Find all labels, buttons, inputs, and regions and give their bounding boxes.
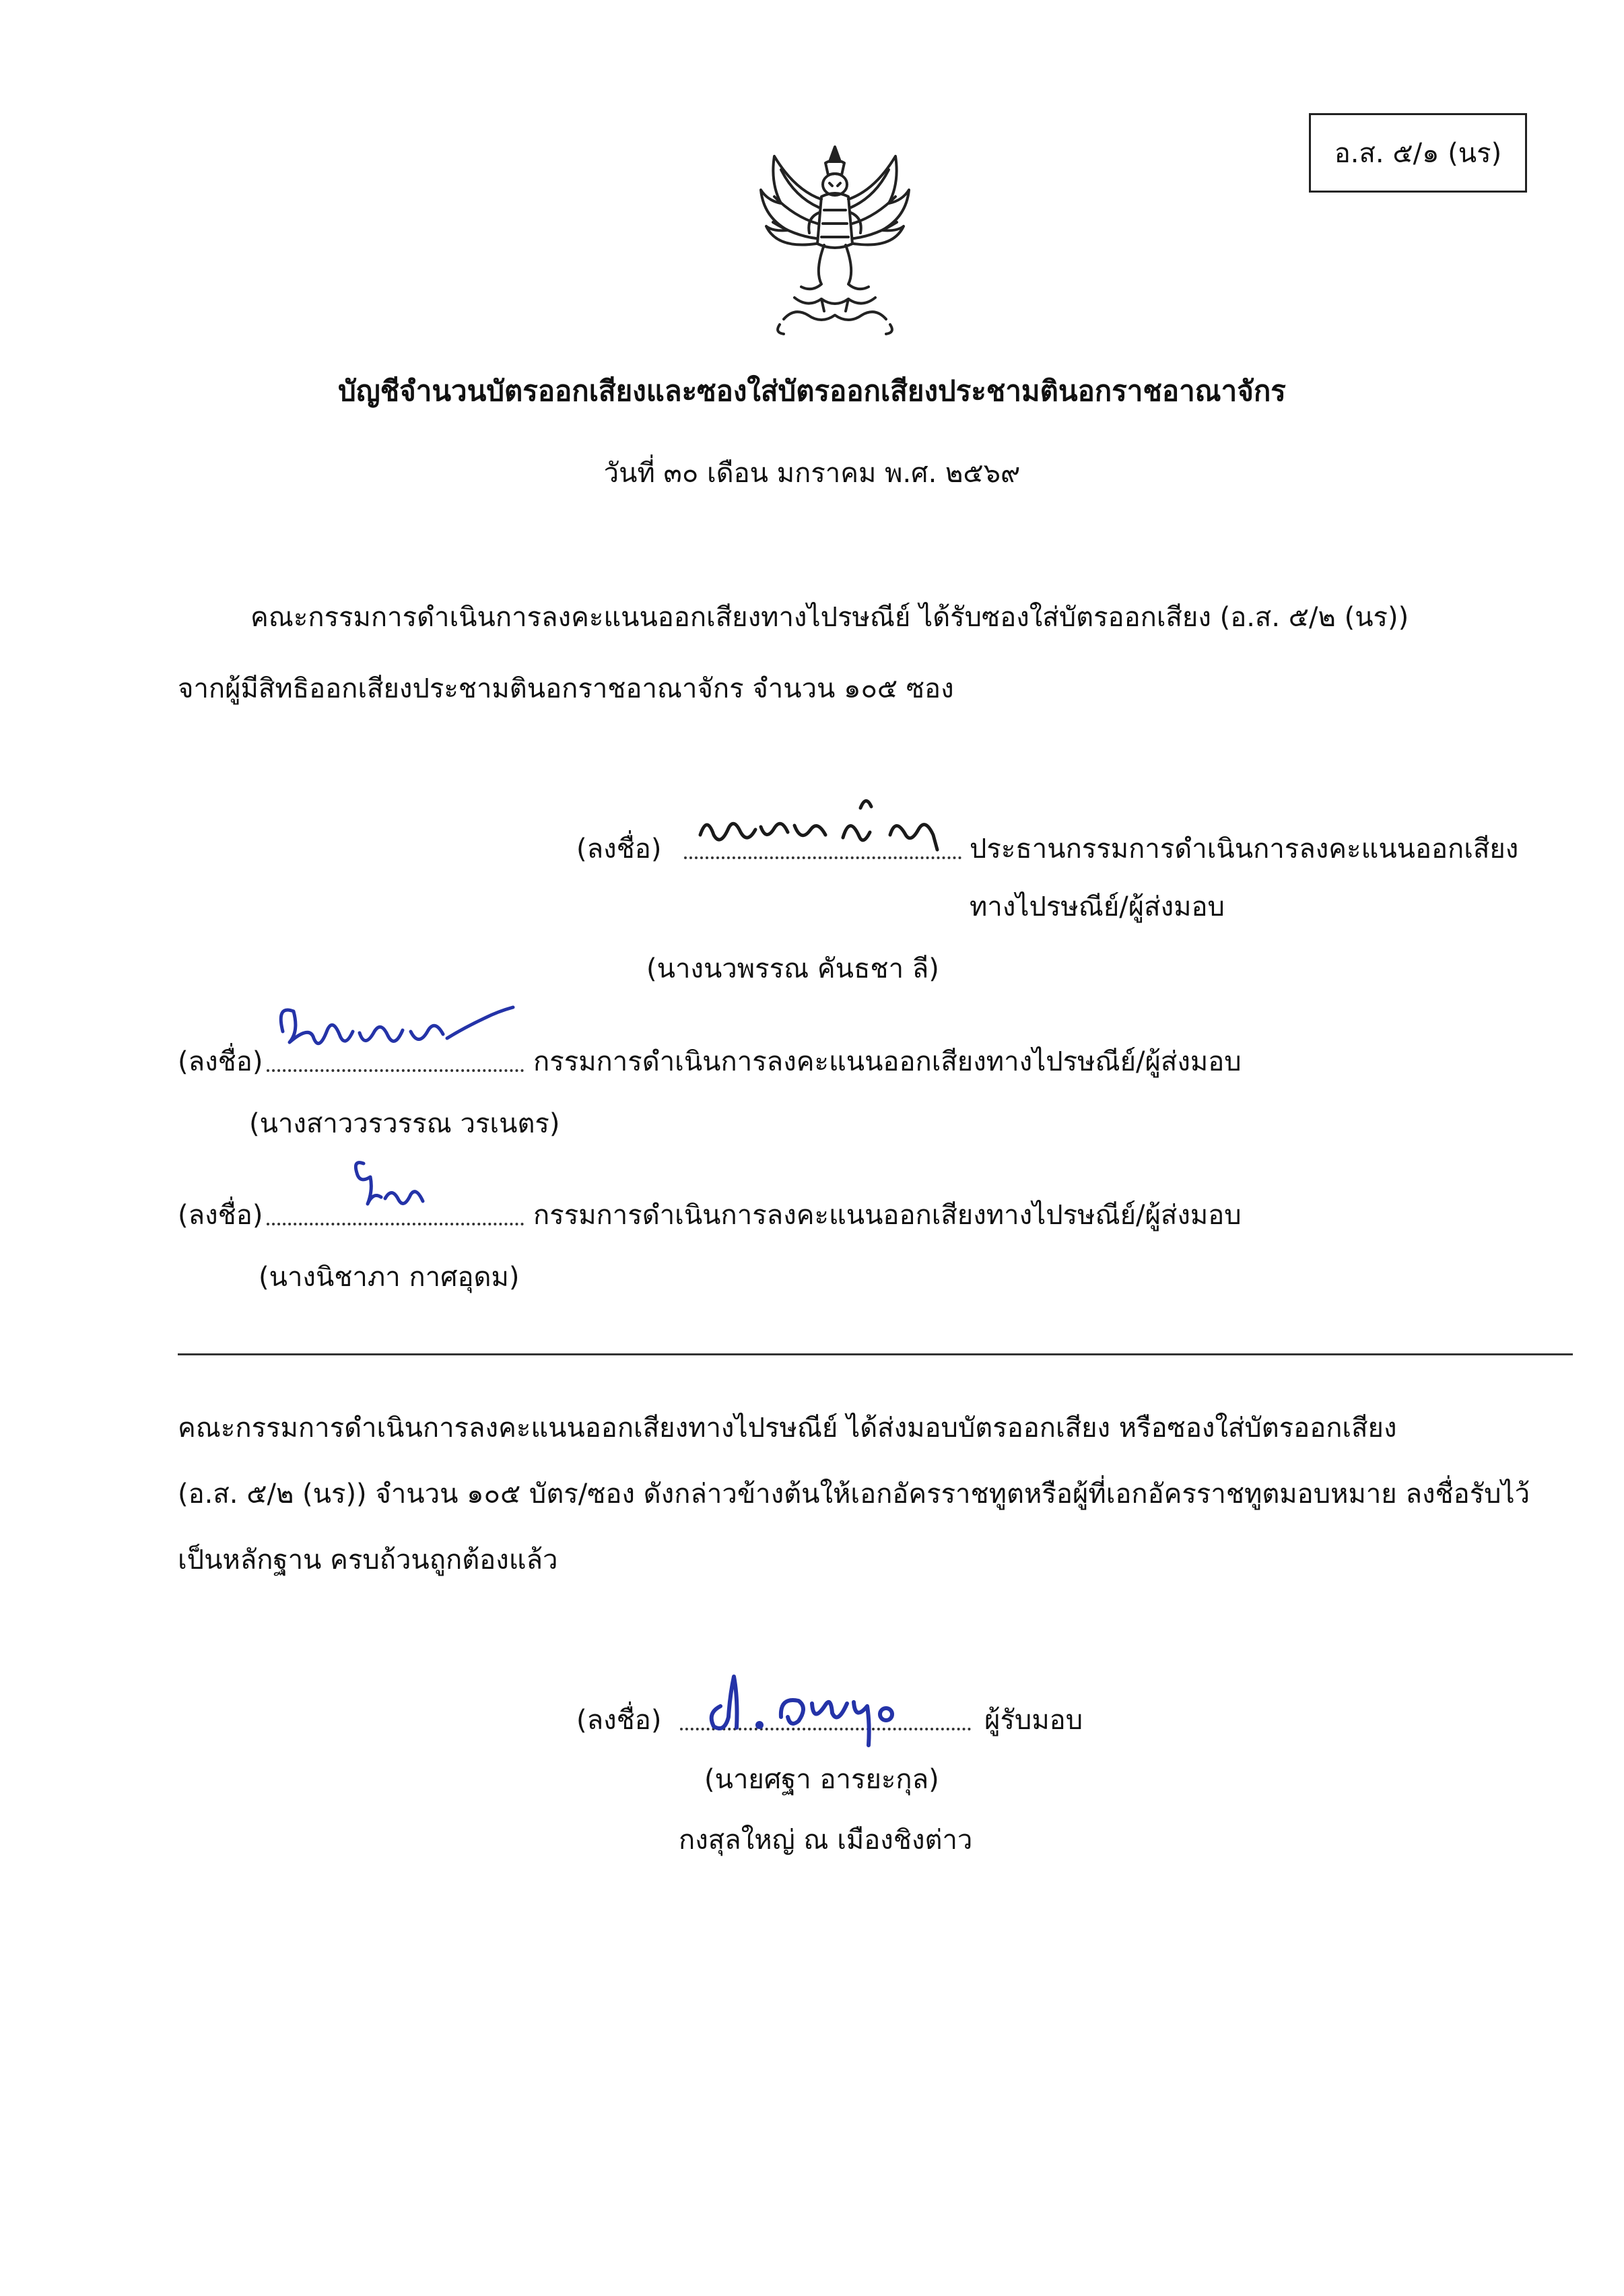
member1-signature-icon <box>269 991 525 1065</box>
garuda-emblem-icon <box>754 143 916 338</box>
chair-sign-label: (ลงชื่อ) <box>576 834 662 865</box>
form-code: อ.ส. ๕/๑ (นร) <box>1334 138 1502 169</box>
member1-signature-line <box>267 1069 524 1072</box>
recipient-name: (นายศฐา อารยะกุล) <box>704 1764 939 1795</box>
recipient-signature-icon <box>693 1663 963 1751</box>
receipt-paragraph-line1: คณะกรรมการดำเนินการลงคะแนนออกเสียงทางไปรษณีย์ ได้รับซองใส่บัตรออกเสียง (อ.ส. ๕/๒ (นร)) <box>250 602 1409 633</box>
member1-sign-label: (ลงชื่อ) <box>178 1046 263 1077</box>
delivery-paragraph-line1: คณะกรรมการดำเนินการลงคะแนนออกเสียงทางไปรษณีย์ ได้ส่งมอบบัตรออกเสียง หรือซองใส่บัตรออกเสียง <box>178 1413 1397 1444</box>
chair-signature-icon <box>693 788 963 862</box>
recipient-role: ผู้รับมอบ <box>984 1705 1083 1736</box>
delivery-paragraph-line2: (อ.ส. ๕/๒ (นร)) จำนวน ๑๐๕ บัตร/ซอง ดังกล่าวข้างต้นให้เอกอัครราชทูตหรือผู้ที่เอกอัครราชทูตมอบหมาย ลงชื่อรับไว้ <box>178 1479 1530 1510</box>
recipient-position: กงสุลใหญ่ ณ เมืองชิงต่าว <box>679 1825 973 1856</box>
document-date: วันที่ ๓๐ เดือน มกราคม พ.ศ. ๒๕๖๙ <box>603 458 1021 489</box>
member1-role: กรรมการดำเนินการลงคะแนนออกเสียงทางไปรษณีย์/ผู้ส่งมอบ <box>533 1046 1242 1077</box>
delivery-paragraph-line3: เป็นหลักฐาน ครบถ้วนถูกต้องแล้ว <box>178 1545 558 1576</box>
chair-name: (นางนวพรรณ คันธชา ลี) <box>646 953 939 984</box>
chair-role-line2: ทางไปรษณีย์/ผู้ส่งมอบ <box>970 891 1225 922</box>
member2-signature-icon <box>343 1150 438 1224</box>
form-code-box <box>1309 113 1527 193</box>
member2-sign-label: (ลงชื่อ) <box>178 1200 263 1231</box>
section-divider <box>178 1353 1573 1355</box>
member1-name: (นางสาววรวรรณ วรเนตร) <box>249 1108 560 1139</box>
receipt-paragraph-line2: จากผู้มีสิทธิออกเสียงประชามตินอกราชอาณาจักร จำนวน ๑๐๕ ซอง <box>178 673 954 704</box>
recipient-sign-label: (ลงชื่อ) <box>576 1705 662 1736</box>
member2-role: กรรมการดำเนินการลงคะแนนออกเสียงทางไปรษณีย์/ผู้ส่งมอบ <box>533 1200 1242 1231</box>
document-title: บัญชีจำนวนบัตรออกเสียงและซองใส่บัตรออกเสียงประชามตินอกราชอาณาจักร <box>338 374 1286 407</box>
chair-role-line1: ประธานกรรมการดำเนินการลงคะแนนออกเสียง <box>970 834 1519 865</box>
member2-name: (นางนิชาภา กาศอุดม) <box>259 1262 520 1293</box>
